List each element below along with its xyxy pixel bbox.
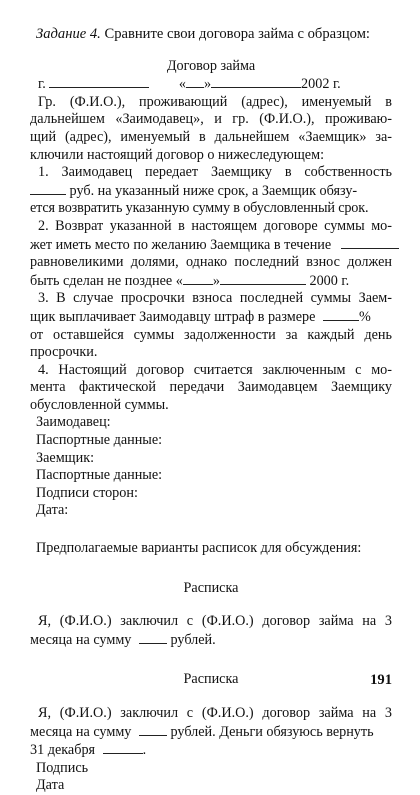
blank-last-month xyxy=(220,272,306,285)
task-label: Задание 4. xyxy=(36,26,101,42)
contract-clause-4: 4. Настоящий договор считается заключенным с мо- мента фактической передачи Заимодавцем Заемщику обусловленной суммы. xyxy=(30,361,392,413)
receipt-2-signature: Подпись xyxy=(36,759,89,776)
page-content xyxy=(30,26,392,795)
contract-clause-1: 1. Заимодавец передает Заемщику в собственность руб. на указанный ниже срок, а Заемщик обязу- ется возвратить указанную сумму в обусловленный срок. xyxy=(30,164,392,217)
blank-amount xyxy=(30,182,66,195)
contract-clause-3: 3. В случае просрочки взноса последней суммы Заем- щик выплачивает Заимодавцу штраф в размере % от оставшейся суммы задолженности за каждый день просрочки. xyxy=(30,290,392,361)
blank-month xyxy=(211,75,301,88)
contract-clause-2: 2. Возврат указанной в настоящем договоре суммы мо- жет иметь место по желанию Заемщика в течение равновеликими долями, однако последний взнос должен быть сделан не позднее « » 2000 г. xyxy=(30,218,392,290)
blank-sum-2 xyxy=(139,723,167,736)
contract-intro: Гр. (Ф.И.О.), проживающий (адрес), именуемый в дальнейшем «Заимодавец», и гр. (Ф.И.О.), проживаю- щий (адрес), именуемый в дальнейшем «Заемщик» за- ключили настоящий договор о нижеследующем: xyxy=(30,93,392,163)
contract-title: Договор займа xyxy=(166,57,256,74)
blank-last-day xyxy=(183,272,213,285)
blank-term xyxy=(341,236,399,249)
receipt-1-title: Расписка xyxy=(183,579,239,596)
blank-sum-1 xyxy=(139,631,167,644)
contract-date-line: г. « » 2002 г. xyxy=(38,76,341,93)
blank-penalty xyxy=(323,308,359,321)
receipts-intro: Предполагаемые варианты расписок для обсуждения: xyxy=(36,540,362,557)
signature-block: Заимодавец: Паспортные данные: Заемщик: Паспортные данные: Подписи сторон: Дата: xyxy=(36,414,163,519)
task-heading xyxy=(36,26,392,44)
task-text: Сравните свои договора займа с образцом: xyxy=(104,26,370,42)
receipt-2-title: Расписка xyxy=(183,671,239,688)
receipt-2: Я, (Ф.И.О.) заключил с (Ф.И.О.) договор займа на 3 месяца на сумму рублей. Деньги обязуюсь вернуть 31 декабря . Подпись Дата xyxy=(30,705,392,794)
page-number: 191 xyxy=(370,672,392,688)
blank-day xyxy=(186,75,204,88)
blank-return-date xyxy=(103,741,143,754)
blank-city xyxy=(49,75,149,88)
receipt-1: Я, (Ф.И.О.) заключил с (Ф.И.О.) договор займа на 3 месяца на сумму рублей. xyxy=(30,613,392,648)
receipt-2-date: Дата xyxy=(36,777,65,794)
